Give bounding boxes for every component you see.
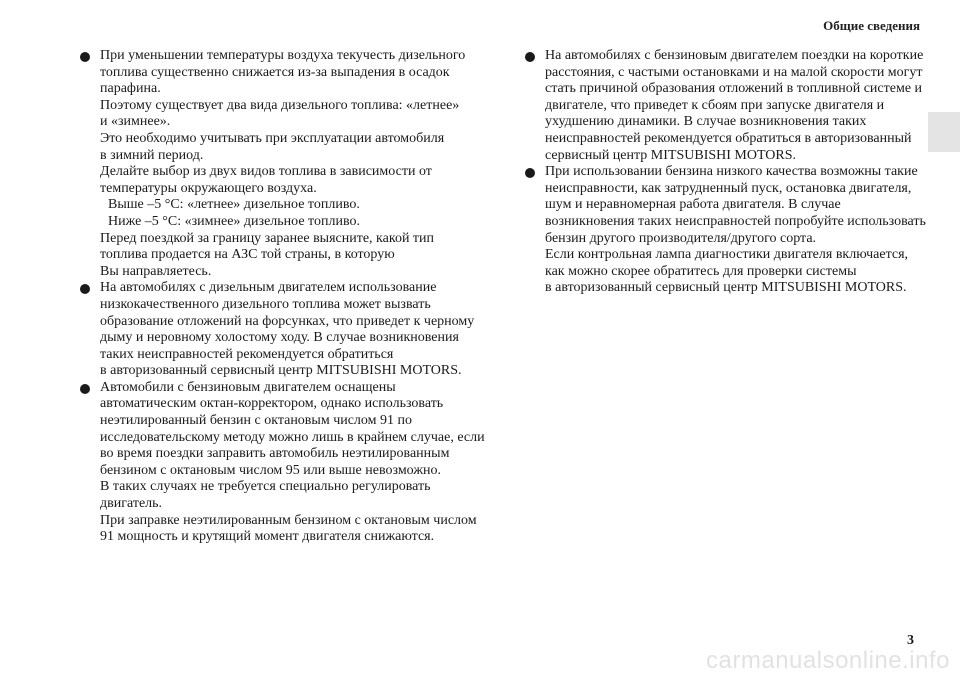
text-line: При использовании бензина низкого качества возможны такие: [545, 164, 918, 180]
text-line: Автомобили с бензиновым двигателем оснащены: [100, 379, 396, 395]
text-line: Если контрольная лампа диагностики двигателя включается,: [545, 247, 909, 263]
text-line: и «зимнее».: [100, 114, 171, 130]
text-line: Поэтому существует два вида дизельного топлива: «летнее»: [100, 97, 460, 113]
text-line: На автомобилях с дизельным двигателем использование: [100, 280, 437, 296]
right-column: [525, 48, 926, 297]
watermark: carmanualsonline.info: [706, 647, 950, 674]
text-line: во время поездки заправить автомобиль неэтилированным: [100, 446, 450, 462]
text-line: парафина.: [100, 81, 161, 97]
text-line: температуры окружающего воздуха.: [100, 180, 317, 196]
text-line: низкокачественного дизельного топлива может вызвать: [100, 296, 431, 312]
text-line: Ниже –5 °C: «зимнее» дизельное топливо.: [108, 213, 360, 229]
text-line: Перед поездкой за границу заранее выясните, какой тип: [100, 230, 435, 246]
text-line: 91 мощность и крутящий момент двигателя снижаются.: [100, 529, 435, 545]
left-column: [80, 48, 485, 546]
bullet-dot-icon: [525, 52, 535, 62]
text-line: сервисный центр MITSUBISHI MOTORS.: [545, 147, 797, 163]
text-line: в зимний период.: [100, 147, 204, 163]
page-number: 3: [907, 633, 914, 648]
text-line: неэтилированный бензин с октановым числом 91 по: [100, 413, 413, 429]
text-line: в авторизованный сервисный центр MITSUBISHI MOTORS.: [545, 280, 907, 296]
text-line: Это необходимо учитывать при эксплуатации автомобиля: [100, 130, 445, 146]
text-line: исследовательскому методу можно лишь в крайнем случае, если: [100, 429, 485, 445]
bullet-dot-icon: [525, 168, 535, 178]
text-line: На автомобилях с бензиновым двигателем поездки на короткие: [545, 48, 924, 63]
bullet-item: [525, 164, 926, 297]
section-title: Общие сведения: [823, 18, 920, 33]
text-line: как можно скорее обратитесь для проверки системы: [545, 263, 857, 279]
text-line: неисправности, как затрудненный пуск, остановка двигателя,: [545, 180, 912, 196]
text-line: Делайте выбор из двух видов топлива в зависимости от: [100, 164, 432, 180]
text-line: возникновения таких неисправностей попробуйте использовать: [545, 213, 926, 229]
text-line: двигатель.: [100, 496, 163, 512]
text-line: бензином с октановым числом 95 или выше невозможно.: [100, 462, 441, 478]
text-line: расстояния, с частыми остановками и на малой скорости могут: [545, 64, 923, 80]
text-line: образование отложений на форсунках, что приведет к черному: [100, 313, 475, 329]
text-line: В таких случаях не требуется специально регулировать: [100, 479, 431, 495]
bullet-dot-icon: [80, 52, 90, 62]
text-line: неисправностей рекомендуется обратиться в авторизованный: [545, 130, 912, 146]
bullet-item: [525, 48, 924, 164]
text-line: автоматическим октан-корректором, однако использовать: [100, 396, 444, 412]
text-line: При заправке неэтилированным бензином с октановым числом: [100, 512, 477, 528]
text-line: При уменьшении температуры воздуха текучесть дизельного: [100, 48, 466, 63]
text-line: шум и неравномерная работа двигателя. В случае: [545, 197, 841, 213]
bullet-dot-icon: [80, 284, 90, 294]
text-line: топлива существенно снижается из-за выпадения в осадок: [100, 64, 450, 80]
text-line: ухудшению динамики. В случае возникновения таких: [545, 114, 867, 130]
text-line: дыму и неровному холостому ходу. В случае возникновения: [100, 330, 459, 346]
bullet-dot-icon: [80, 384, 90, 394]
bullet-item: [80, 48, 480, 280]
text-line: Вы направляетесь.: [100, 263, 212, 279]
text-line: топлива продается на АЗС той страны, в которую: [100, 247, 395, 263]
text-line: двигателе, что приведет к сбоям при запуске двигателя и: [545, 97, 885, 113]
bullet-item: [80, 280, 480, 380]
text-line: бензин другого производителя/другого сорта.: [545, 230, 817, 246]
section-tab-marker: [928, 112, 960, 152]
bullet-item: [80, 379, 485, 546]
text-line: в авторизованный сервисный центр MITSUBISHI MOTORS.: [100, 363, 462, 379]
text-line: стать причиной образования отложений в топливной системе и: [545, 81, 923, 97]
text-line: Выше –5 °C: «летнее» дизельное топливо.: [108, 197, 360, 213]
text-line: таких неисправностей рекомендуется обратиться: [100, 346, 394, 362]
